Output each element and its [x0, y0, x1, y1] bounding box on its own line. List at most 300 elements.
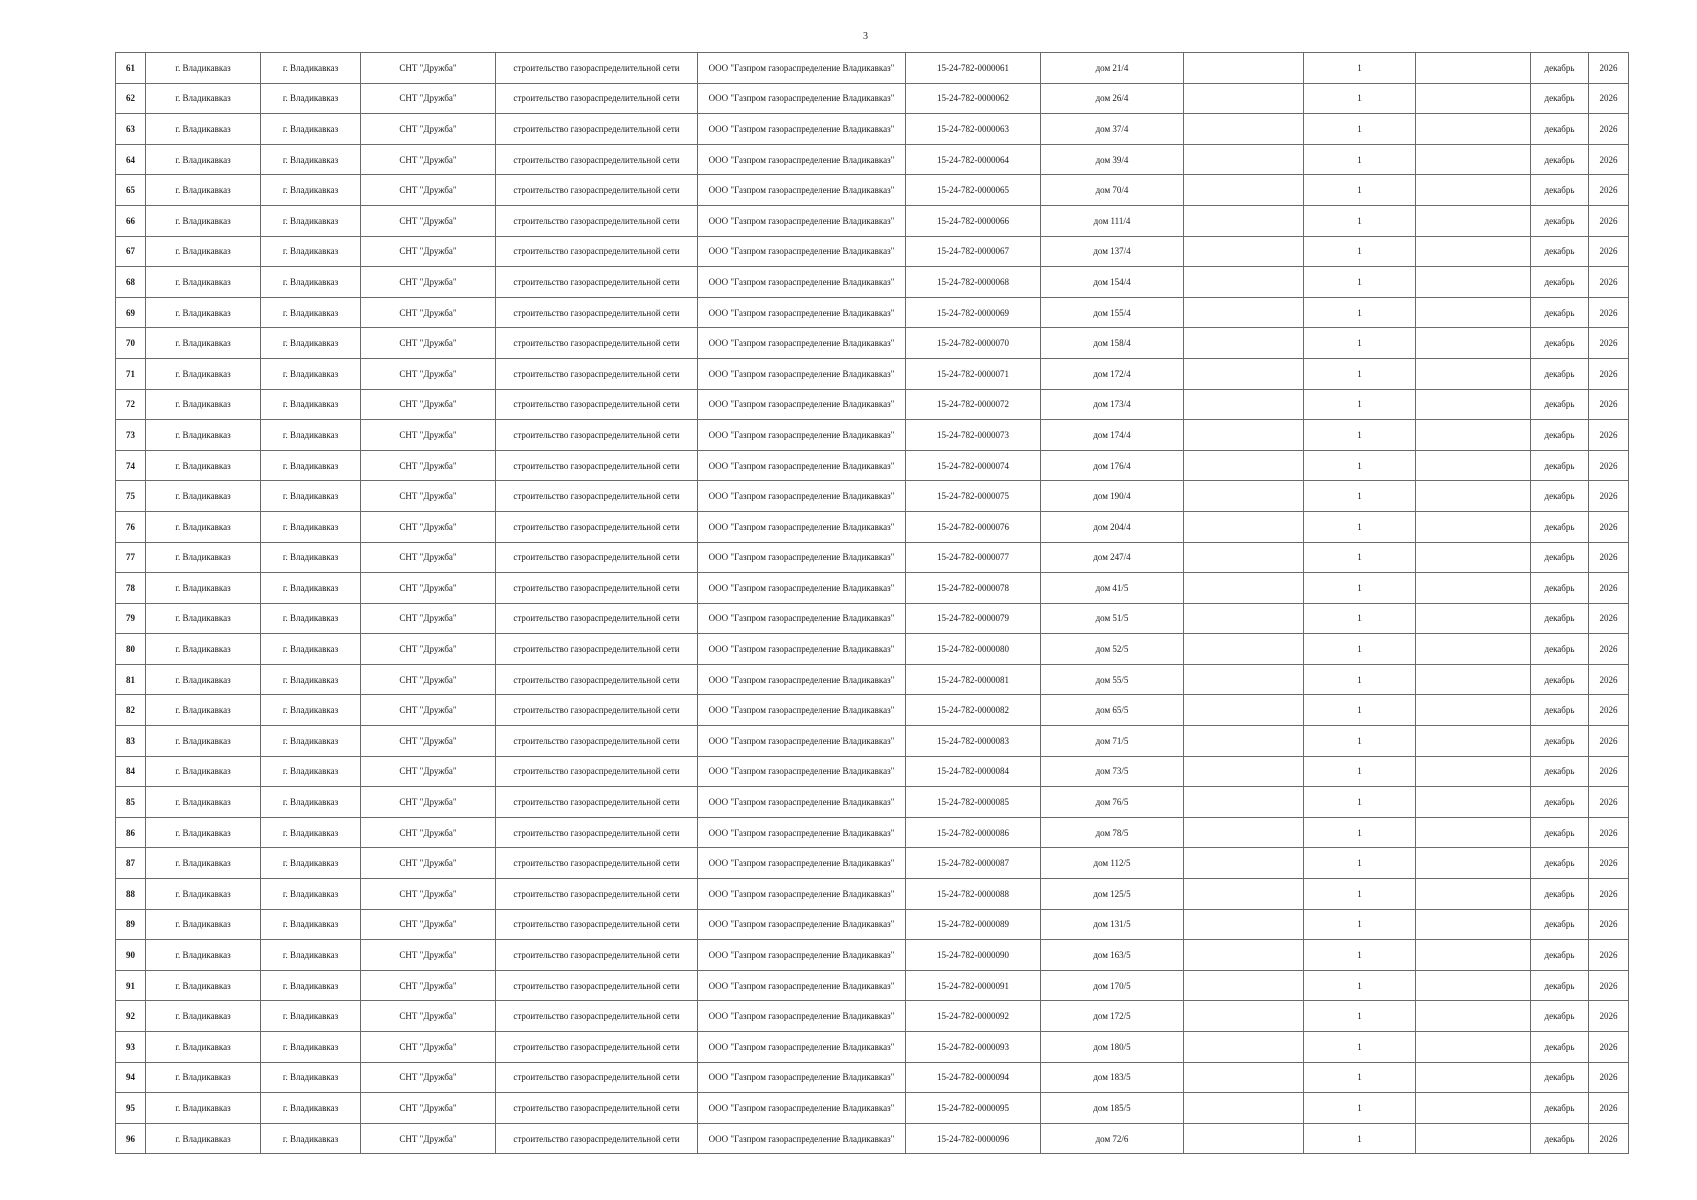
work-type-cell: строительство газораспределительной сети	[496, 542, 698, 573]
object-code-cell: 15-24-782-0000096	[906, 1123, 1041, 1154]
municipality-cell: г. Владикавказ	[146, 695, 261, 726]
count-cell: 1	[1304, 603, 1416, 634]
object-code-cell: 15-24-782-0000086	[906, 817, 1041, 848]
address-cell: дом 170/5	[1041, 970, 1184, 1001]
count-cell: 1	[1304, 1093, 1416, 1124]
work-type-cell: строительство газораспределительной сети	[496, 450, 698, 481]
municipality-cell: г. Владикавказ	[146, 328, 261, 359]
table-row	[116, 205, 1629, 236]
municipality-cell: г. Владикавказ	[146, 511, 261, 542]
settlement-cell: СНТ "Дружба"	[361, 1093, 496, 1124]
organization-cell: ООО "Газпром газораспределение Владикавказ"	[698, 542, 906, 573]
row-number-cell: 83	[116, 726, 146, 757]
table-row	[116, 1123, 1629, 1154]
organization-cell: ООО "Газпром газораспределение Владикавказ"	[698, 848, 906, 879]
settlement-cell: СНТ "Дружба"	[361, 634, 496, 665]
locality-cell: г. Владикавказ	[261, 1062, 361, 1093]
settlement-cell: СНТ "Дружба"	[361, 389, 496, 420]
empty-cell	[1416, 175, 1531, 206]
work-type-cell: строительство газораспределительной сети	[496, 53, 698, 84]
municipality-cell: г. Владикавказ	[146, 267, 261, 298]
work-type-cell: строительство газораспределительной сети	[496, 634, 698, 665]
work-type-cell: строительство газораспределительной сети	[496, 236, 698, 267]
empty-cell	[1416, 573, 1531, 604]
object-code-cell: 15-24-782-0000084	[906, 756, 1041, 787]
empty-cell	[1184, 481, 1304, 512]
work-type-cell: строительство газораспределительной сети	[496, 726, 698, 757]
month-cell: декабрь	[1531, 267, 1589, 298]
object-code-cell: 15-24-782-0000062	[906, 83, 1041, 114]
month-cell: декабрь	[1531, 970, 1589, 1001]
table-row	[116, 726, 1629, 757]
table-row	[116, 970, 1629, 1001]
row-number-cell: 63	[116, 114, 146, 145]
year-cell: 2026	[1589, 664, 1629, 695]
year-cell: 2026	[1589, 1032, 1629, 1063]
empty-cell	[1416, 970, 1531, 1001]
page-number: 3	[863, 31, 868, 42]
row-number-cell: 87	[116, 848, 146, 879]
organization-cell: ООО "Газпром газораспределение Владикавказ"	[698, 1001, 906, 1032]
empty-cell	[1184, 848, 1304, 879]
empty-cell	[1184, 328, 1304, 359]
empty-cell	[1416, 1062, 1531, 1093]
count-cell: 1	[1304, 1123, 1416, 1154]
work-type-cell: строительство газораспределительной сети	[496, 817, 698, 848]
row-number-cell: 95	[116, 1093, 146, 1124]
count-cell: 1	[1304, 53, 1416, 84]
table-row	[116, 1001, 1629, 1032]
month-cell: декабрь	[1531, 358, 1589, 389]
empty-cell	[1416, 1001, 1531, 1032]
month-cell: декабрь	[1531, 114, 1589, 145]
table-row	[116, 634, 1629, 665]
row-number-cell: 78	[116, 573, 146, 604]
table-row	[116, 664, 1629, 695]
organization-cell: ООО "Газпром газораспределение Владикавказ"	[698, 511, 906, 542]
municipality-cell: г. Владикавказ	[146, 114, 261, 145]
work-type-cell: строительство газораспределительной сети	[496, 114, 698, 145]
municipality-cell: г. Владикавказ	[146, 756, 261, 787]
municipality-cell: г. Владикавказ	[146, 1032, 261, 1063]
settlement-cell: СНТ "Дружба"	[361, 236, 496, 267]
object-code-cell: 15-24-782-0000091	[906, 970, 1041, 1001]
object-code-cell: 15-24-782-0000074	[906, 450, 1041, 481]
month-cell: декабрь	[1531, 664, 1589, 695]
settlement-cell: СНТ "Дружба"	[361, 267, 496, 298]
settlement-cell: СНТ "Дружба"	[361, 83, 496, 114]
empty-cell	[1416, 726, 1531, 757]
object-code-cell: 15-24-782-0000082	[906, 695, 1041, 726]
empty-cell	[1184, 1093, 1304, 1124]
work-type-cell: строительство газораспределительной сети	[496, 1062, 698, 1093]
object-code-cell: 15-24-782-0000067	[906, 236, 1041, 267]
month-cell: декабрь	[1531, 909, 1589, 940]
settlement-cell: СНТ "Дружба"	[361, 542, 496, 573]
work-type-cell: строительство газораспределительной сети	[496, 970, 698, 1001]
address-cell: дом 154/4	[1041, 267, 1184, 298]
year-cell: 2026	[1589, 175, 1629, 206]
empty-cell	[1184, 420, 1304, 451]
municipality-cell: г. Владикавказ	[146, 297, 261, 328]
address-cell: дом 163/5	[1041, 940, 1184, 971]
table-row	[116, 879, 1629, 910]
empty-cell	[1184, 175, 1304, 206]
month-cell: декабрь	[1531, 695, 1589, 726]
settlement-cell: СНТ "Дружба"	[361, 879, 496, 910]
address-cell: дом 185/5	[1041, 1093, 1184, 1124]
empty-cell	[1184, 511, 1304, 542]
table-row	[116, 358, 1629, 389]
work-type-cell: строительство газораспределительной сети	[496, 573, 698, 604]
year-cell: 2026	[1589, 83, 1629, 114]
year-cell: 2026	[1589, 144, 1629, 175]
empty-cell	[1416, 940, 1531, 971]
work-type-cell: строительство газораспределительной сети	[496, 787, 698, 818]
organization-cell: ООО "Газпром газораспределение Владикавказ"	[698, 420, 906, 451]
work-type-cell: строительство газораспределительной сети	[496, 267, 698, 298]
empty-cell	[1416, 756, 1531, 787]
empty-cell	[1416, 328, 1531, 359]
row-number-cell: 64	[116, 144, 146, 175]
object-code-cell: 15-24-782-0000088	[906, 879, 1041, 910]
locality-cell: г. Владикавказ	[261, 573, 361, 604]
month-cell: декабрь	[1531, 940, 1589, 971]
empty-cell	[1416, 297, 1531, 328]
object-code-cell: 15-24-782-0000064	[906, 144, 1041, 175]
address-cell: дом 173/4	[1041, 389, 1184, 420]
locality-cell: г. Владикавказ	[261, 542, 361, 573]
organization-cell: ООО "Газпром газораспределение Владикавказ"	[698, 328, 906, 359]
empty-cell	[1184, 756, 1304, 787]
year-cell: 2026	[1589, 358, 1629, 389]
table-row	[116, 909, 1629, 940]
address-cell: дом 190/4	[1041, 481, 1184, 512]
work-type-cell: строительство газораспределительной сети	[496, 420, 698, 451]
table-row	[116, 542, 1629, 573]
settlement-cell: СНТ "Дружба"	[361, 450, 496, 481]
locality-cell: г. Владикавказ	[261, 726, 361, 757]
row-number-cell: 76	[116, 511, 146, 542]
empty-cell	[1184, 726, 1304, 757]
address-cell: дом 155/4	[1041, 297, 1184, 328]
count-cell: 1	[1304, 970, 1416, 1001]
address-cell: дом 65/5	[1041, 695, 1184, 726]
object-code-cell: 15-24-782-0000090	[906, 940, 1041, 971]
month-cell: декабрь	[1531, 634, 1589, 665]
object-code-cell: 15-24-782-0000080	[906, 634, 1041, 665]
object-code-cell: 15-24-782-0000076	[906, 511, 1041, 542]
empty-cell	[1416, 450, 1531, 481]
settlement-cell: СНТ "Дружба"	[361, 205, 496, 236]
month-cell: декабрь	[1531, 1093, 1589, 1124]
municipality-cell: г. Владикавказ	[146, 481, 261, 512]
row-number-cell: 92	[116, 1001, 146, 1032]
locality-cell: г. Владикавказ	[261, 695, 361, 726]
object-code-cell: 15-24-782-0000063	[906, 114, 1041, 145]
empty-cell	[1184, 389, 1304, 420]
year-cell: 2026	[1589, 267, 1629, 298]
municipality-cell: г. Владикавказ	[146, 909, 261, 940]
year-cell: 2026	[1589, 603, 1629, 634]
address-cell: дом 70/4	[1041, 175, 1184, 206]
month-cell: декабрь	[1531, 542, 1589, 573]
year-cell: 2026	[1589, 511, 1629, 542]
organization-cell: ООО "Газпром газораспределение Владикавказ"	[698, 236, 906, 267]
organization-cell: ООО "Газпром газораспределение Владикавказ"	[698, 695, 906, 726]
count-cell: 1	[1304, 420, 1416, 451]
settlement-cell: СНТ "Дружба"	[361, 511, 496, 542]
address-cell: дом 112/5	[1041, 848, 1184, 879]
empty-cell	[1416, 144, 1531, 175]
count-cell: 1	[1304, 909, 1416, 940]
empty-cell	[1416, 634, 1531, 665]
object-code-cell: 15-24-782-0000087	[906, 848, 1041, 879]
object-code-cell: 15-24-782-0000081	[906, 664, 1041, 695]
work-type-cell: строительство газораспределительной сети	[496, 695, 698, 726]
year-cell: 2026	[1589, 909, 1629, 940]
row-number-cell: 72	[116, 389, 146, 420]
month-cell: декабрь	[1531, 389, 1589, 420]
empty-cell	[1416, 267, 1531, 298]
organization-cell: ООО "Газпром газораспределение Владикавказ"	[698, 114, 906, 145]
month-cell: декабрь	[1531, 573, 1589, 604]
count-cell: 1	[1304, 83, 1416, 114]
organization-cell: ООО "Газпром газораспределение Владикавказ"	[698, 389, 906, 420]
empty-cell	[1416, 787, 1531, 818]
organization-cell: ООО "Газпром газораспределение Владикавказ"	[698, 817, 906, 848]
address-cell: дом 55/5	[1041, 664, 1184, 695]
empty-cell	[1184, 236, 1304, 267]
municipality-cell: г. Владикавказ	[146, 726, 261, 757]
address-cell: дом 158/4	[1041, 328, 1184, 359]
table-row	[116, 450, 1629, 481]
work-type-cell: строительство газораспределительной сети	[496, 664, 698, 695]
count-cell: 1	[1304, 267, 1416, 298]
count-cell: 1	[1304, 848, 1416, 879]
year-cell: 2026	[1589, 297, 1629, 328]
count-cell: 1	[1304, 297, 1416, 328]
locality-cell: г. Владикавказ	[261, 420, 361, 451]
locality-cell: г. Владикавказ	[261, 267, 361, 298]
table-row	[116, 511, 1629, 542]
empty-cell	[1184, 634, 1304, 665]
settlement-cell: СНТ "Дружба"	[361, 940, 496, 971]
municipality-cell: г. Владикавказ	[146, 450, 261, 481]
empty-cell	[1416, 603, 1531, 634]
row-number-cell: 66	[116, 205, 146, 236]
month-cell: декабрь	[1531, 848, 1589, 879]
year-cell: 2026	[1589, 450, 1629, 481]
month-cell: декабрь	[1531, 756, 1589, 787]
table-row	[116, 695, 1629, 726]
empty-cell	[1416, 542, 1531, 573]
month-cell: декабрь	[1531, 450, 1589, 481]
locality-cell: г. Владикавказ	[261, 114, 361, 145]
empty-cell	[1184, 144, 1304, 175]
row-number-cell: 82	[116, 695, 146, 726]
month-cell: декабрь	[1531, 205, 1589, 236]
work-type-cell: строительство газораспределительной сети	[496, 511, 698, 542]
year-cell: 2026	[1589, 114, 1629, 145]
object-code-cell: 15-24-782-0000070	[906, 328, 1041, 359]
organization-cell: ООО "Газпром газораспределение Владикавказ"	[698, 879, 906, 910]
empty-cell	[1416, 511, 1531, 542]
organization-cell: ООО "Газпром газораспределение Владикавказ"	[698, 267, 906, 298]
table-row	[116, 1093, 1629, 1124]
year-cell: 2026	[1589, 879, 1629, 910]
table-row	[116, 940, 1629, 971]
month-cell: декабрь	[1531, 1032, 1589, 1063]
address-cell: дом 180/5	[1041, 1032, 1184, 1063]
locality-cell: г. Владикавказ	[261, 970, 361, 1001]
count-cell: 1	[1304, 787, 1416, 818]
month-cell: декабрь	[1531, 817, 1589, 848]
municipality-cell: г. Владикавказ	[146, 879, 261, 910]
organization-cell: ООО "Газпром газораспределение Владикавказ"	[698, 603, 906, 634]
row-number-cell: 91	[116, 970, 146, 1001]
settlement-cell: СНТ "Дружба"	[361, 1123, 496, 1154]
object-code-cell: 15-24-782-0000077	[906, 542, 1041, 573]
row-number-cell: 90	[116, 940, 146, 971]
municipality-cell: г. Владикавказ	[146, 970, 261, 1001]
municipality-cell: г. Владикавказ	[146, 175, 261, 206]
settlement-cell: СНТ "Дружба"	[361, 848, 496, 879]
municipality-cell: г. Владикавказ	[146, 603, 261, 634]
settlement-cell: СНТ "Дружба"	[361, 664, 496, 695]
empty-cell	[1184, 114, 1304, 145]
year-cell: 2026	[1589, 817, 1629, 848]
object-code-cell: 15-24-782-0000071	[906, 358, 1041, 389]
locality-cell: г. Владикавказ	[261, 297, 361, 328]
gasification-registry-table	[115, 52, 1629, 1154]
settlement-cell: СНТ "Дружба"	[361, 756, 496, 787]
count-cell: 1	[1304, 664, 1416, 695]
locality-cell: г. Владикавказ	[261, 83, 361, 114]
object-code-cell: 15-24-782-0000069	[906, 297, 1041, 328]
object-code-cell: 15-24-782-0000066	[906, 205, 1041, 236]
empty-cell	[1184, 909, 1304, 940]
empty-cell	[1416, 848, 1531, 879]
table-row	[116, 83, 1629, 114]
work-type-cell: строительство газораспределительной сети	[496, 848, 698, 879]
settlement-cell: СНТ "Дружба"	[361, 297, 496, 328]
locality-cell: г. Владикавказ	[261, 481, 361, 512]
row-number-cell: 65	[116, 175, 146, 206]
object-code-cell: 15-24-782-0000095	[906, 1093, 1041, 1124]
month-cell: декабрь	[1531, 481, 1589, 512]
empty-cell	[1416, 236, 1531, 267]
settlement-cell: СНТ "Дружба"	[361, 695, 496, 726]
object-code-cell: 15-24-782-0000094	[906, 1062, 1041, 1093]
empty-cell	[1184, 542, 1304, 573]
empty-cell	[1184, 695, 1304, 726]
work-type-cell: строительство газораспределительной сети	[496, 1123, 698, 1154]
table-row	[116, 389, 1629, 420]
organization-cell: ООО "Газпром газораспределение Владикавказ"	[698, 1123, 906, 1154]
organization-cell: ООО "Газпром газораспределение Владикавказ"	[698, 1032, 906, 1063]
municipality-cell: г. Владикавказ	[146, 1001, 261, 1032]
empty-cell	[1416, 909, 1531, 940]
table-row	[116, 297, 1629, 328]
organization-cell: ООО "Газпром газораспределение Владикавказ"	[698, 83, 906, 114]
work-type-cell: строительство газораспределительной сети	[496, 481, 698, 512]
row-number-cell: 85	[116, 787, 146, 818]
empty-cell	[1184, 1001, 1304, 1032]
address-cell: дом 76/5	[1041, 787, 1184, 818]
row-number-cell: 74	[116, 450, 146, 481]
row-number-cell: 69	[116, 297, 146, 328]
empty-cell	[1416, 358, 1531, 389]
row-number-cell: 94	[116, 1062, 146, 1093]
settlement-cell: СНТ "Дружба"	[361, 603, 496, 634]
year-cell: 2026	[1589, 1123, 1629, 1154]
year-cell: 2026	[1589, 756, 1629, 787]
month-cell: декабрь	[1531, 175, 1589, 206]
empty-cell	[1416, 83, 1531, 114]
locality-cell: г. Владикавказ	[261, 144, 361, 175]
count-cell: 1	[1304, 175, 1416, 206]
count-cell: 1	[1304, 511, 1416, 542]
year-cell: 2026	[1589, 695, 1629, 726]
year-cell: 2026	[1589, 787, 1629, 818]
month-cell: декабрь	[1531, 1062, 1589, 1093]
locality-cell: г. Владикавказ	[261, 389, 361, 420]
work-type-cell: строительство газораспределительной сети	[496, 297, 698, 328]
year-cell: 2026	[1589, 53, 1629, 84]
address-cell: дом 72/6	[1041, 1123, 1184, 1154]
work-type-cell: строительство газораспределительной сети	[496, 389, 698, 420]
row-number-cell: 73	[116, 420, 146, 451]
empty-cell	[1416, 664, 1531, 695]
year-cell: 2026	[1589, 205, 1629, 236]
year-cell: 2026	[1589, 420, 1629, 451]
locality-cell: г. Владикавказ	[261, 450, 361, 481]
object-code-cell: 15-24-782-0000065	[906, 175, 1041, 206]
object-code-cell: 15-24-782-0000089	[906, 909, 1041, 940]
table-row	[116, 1062, 1629, 1093]
row-number-cell: 61	[116, 53, 146, 84]
municipality-cell: г. Владикавказ	[146, 144, 261, 175]
locality-cell: г. Владикавказ	[261, 756, 361, 787]
settlement-cell: СНТ "Дружба"	[361, 726, 496, 757]
year-cell: 2026	[1589, 1062, 1629, 1093]
row-number-cell: 71	[116, 358, 146, 389]
municipality-cell: г. Владикавказ	[146, 358, 261, 389]
row-number-cell: 68	[116, 267, 146, 298]
count-cell: 1	[1304, 328, 1416, 359]
count-cell: 1	[1304, 1001, 1416, 1032]
municipality-cell: г. Владикавказ	[146, 53, 261, 84]
row-number-cell: 75	[116, 481, 146, 512]
municipality-cell: г. Владикавказ	[146, 205, 261, 236]
object-code-cell: 15-24-782-0000073	[906, 420, 1041, 451]
settlement-cell: СНТ "Дружба"	[361, 420, 496, 451]
organization-cell: ООО "Газпром газораспределение Владикавказ"	[698, 573, 906, 604]
count-cell: 1	[1304, 573, 1416, 604]
municipality-cell: г. Владикавказ	[146, 848, 261, 879]
locality-cell: г. Владикавказ	[261, 1093, 361, 1124]
settlement-cell: СНТ "Дружба"	[361, 1062, 496, 1093]
empty-cell	[1184, 1032, 1304, 1063]
month-cell: декабрь	[1531, 603, 1589, 634]
locality-cell: г. Владикавказ	[261, 1001, 361, 1032]
work-type-cell: строительство газораспределительной сети	[496, 879, 698, 910]
locality-cell: г. Владикавказ	[261, 236, 361, 267]
empty-cell	[1416, 114, 1531, 145]
settlement-cell: СНТ "Дружба"	[361, 787, 496, 818]
count-cell: 1	[1304, 1062, 1416, 1093]
